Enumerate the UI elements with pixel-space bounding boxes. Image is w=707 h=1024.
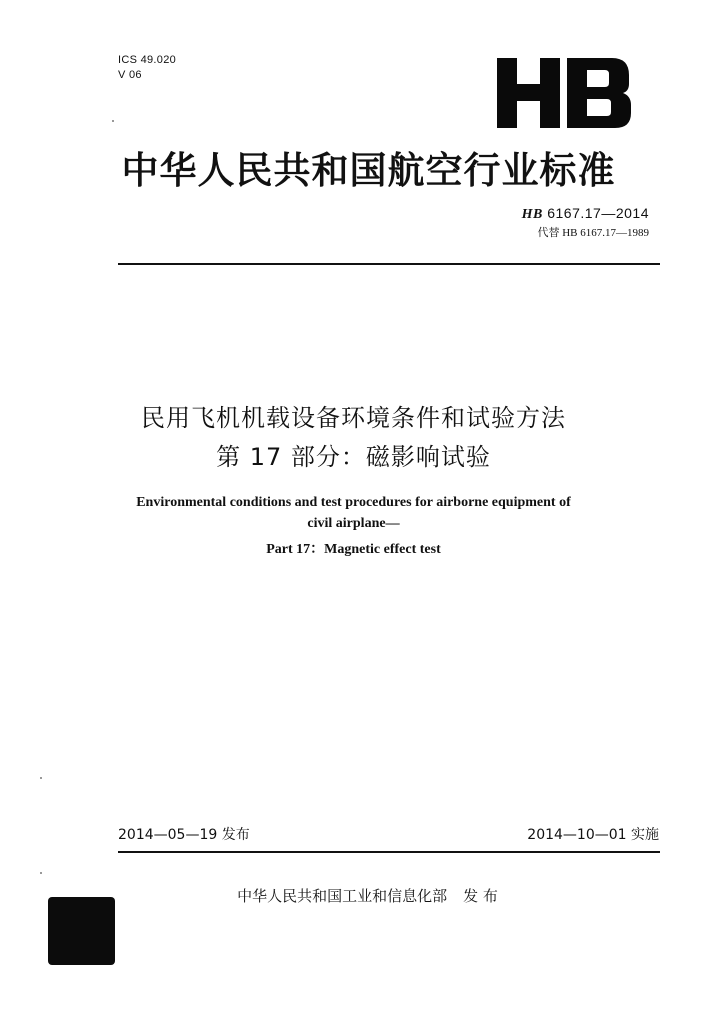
- english-title-line3: Part 17：Magnetic effect test: [266, 542, 441, 557]
- scan-dot: [112, 120, 114, 122]
- standard-number-value: 6167.17—2014: [547, 205, 649, 221]
- replaces-standard: 代替 HB 6167.17—1989: [537, 227, 649, 239]
- english-title-line2: civil airplane—: [307, 516, 400, 531]
- implement-date: 2014—10—01 实施: [527, 827, 659, 843]
- standard-category-title: 中华人民共和国航空行业标准: [121, 149, 616, 192]
- issue-date: 2014—05—19 发布: [118, 827, 250, 843]
- scan-dot: [40, 872, 42, 874]
- document-title-line2: 第 17 部分：磁影响试验: [216, 443, 491, 471]
- classification-block: [118, 53, 176, 83]
- scan-black-mark: [48, 897, 115, 965]
- scan-dot: [40, 777, 42, 779]
- ccs-code: V 06: [118, 69, 142, 81]
- bottom-divider: [118, 851, 660, 853]
- issuer-action: 发 布: [463, 887, 498, 905]
- hb-logo: [497, 58, 631, 128]
- standard-number: [522, 205, 649, 223]
- english-title-line1: Environmental conditions and test procedures for airborne equipment of: [136, 495, 571, 510]
- standard-prefix: HB: [521, 207, 543, 222]
- ics-code: ICS 49.020: [118, 54, 177, 66]
- document-title-line1: 民用飞机机载设备环境条件和试验方法: [141, 404, 566, 432]
- issuer-name: 中华人民共和国工业和信息化部: [237, 887, 448, 905]
- top-divider: [118, 263, 660, 265]
